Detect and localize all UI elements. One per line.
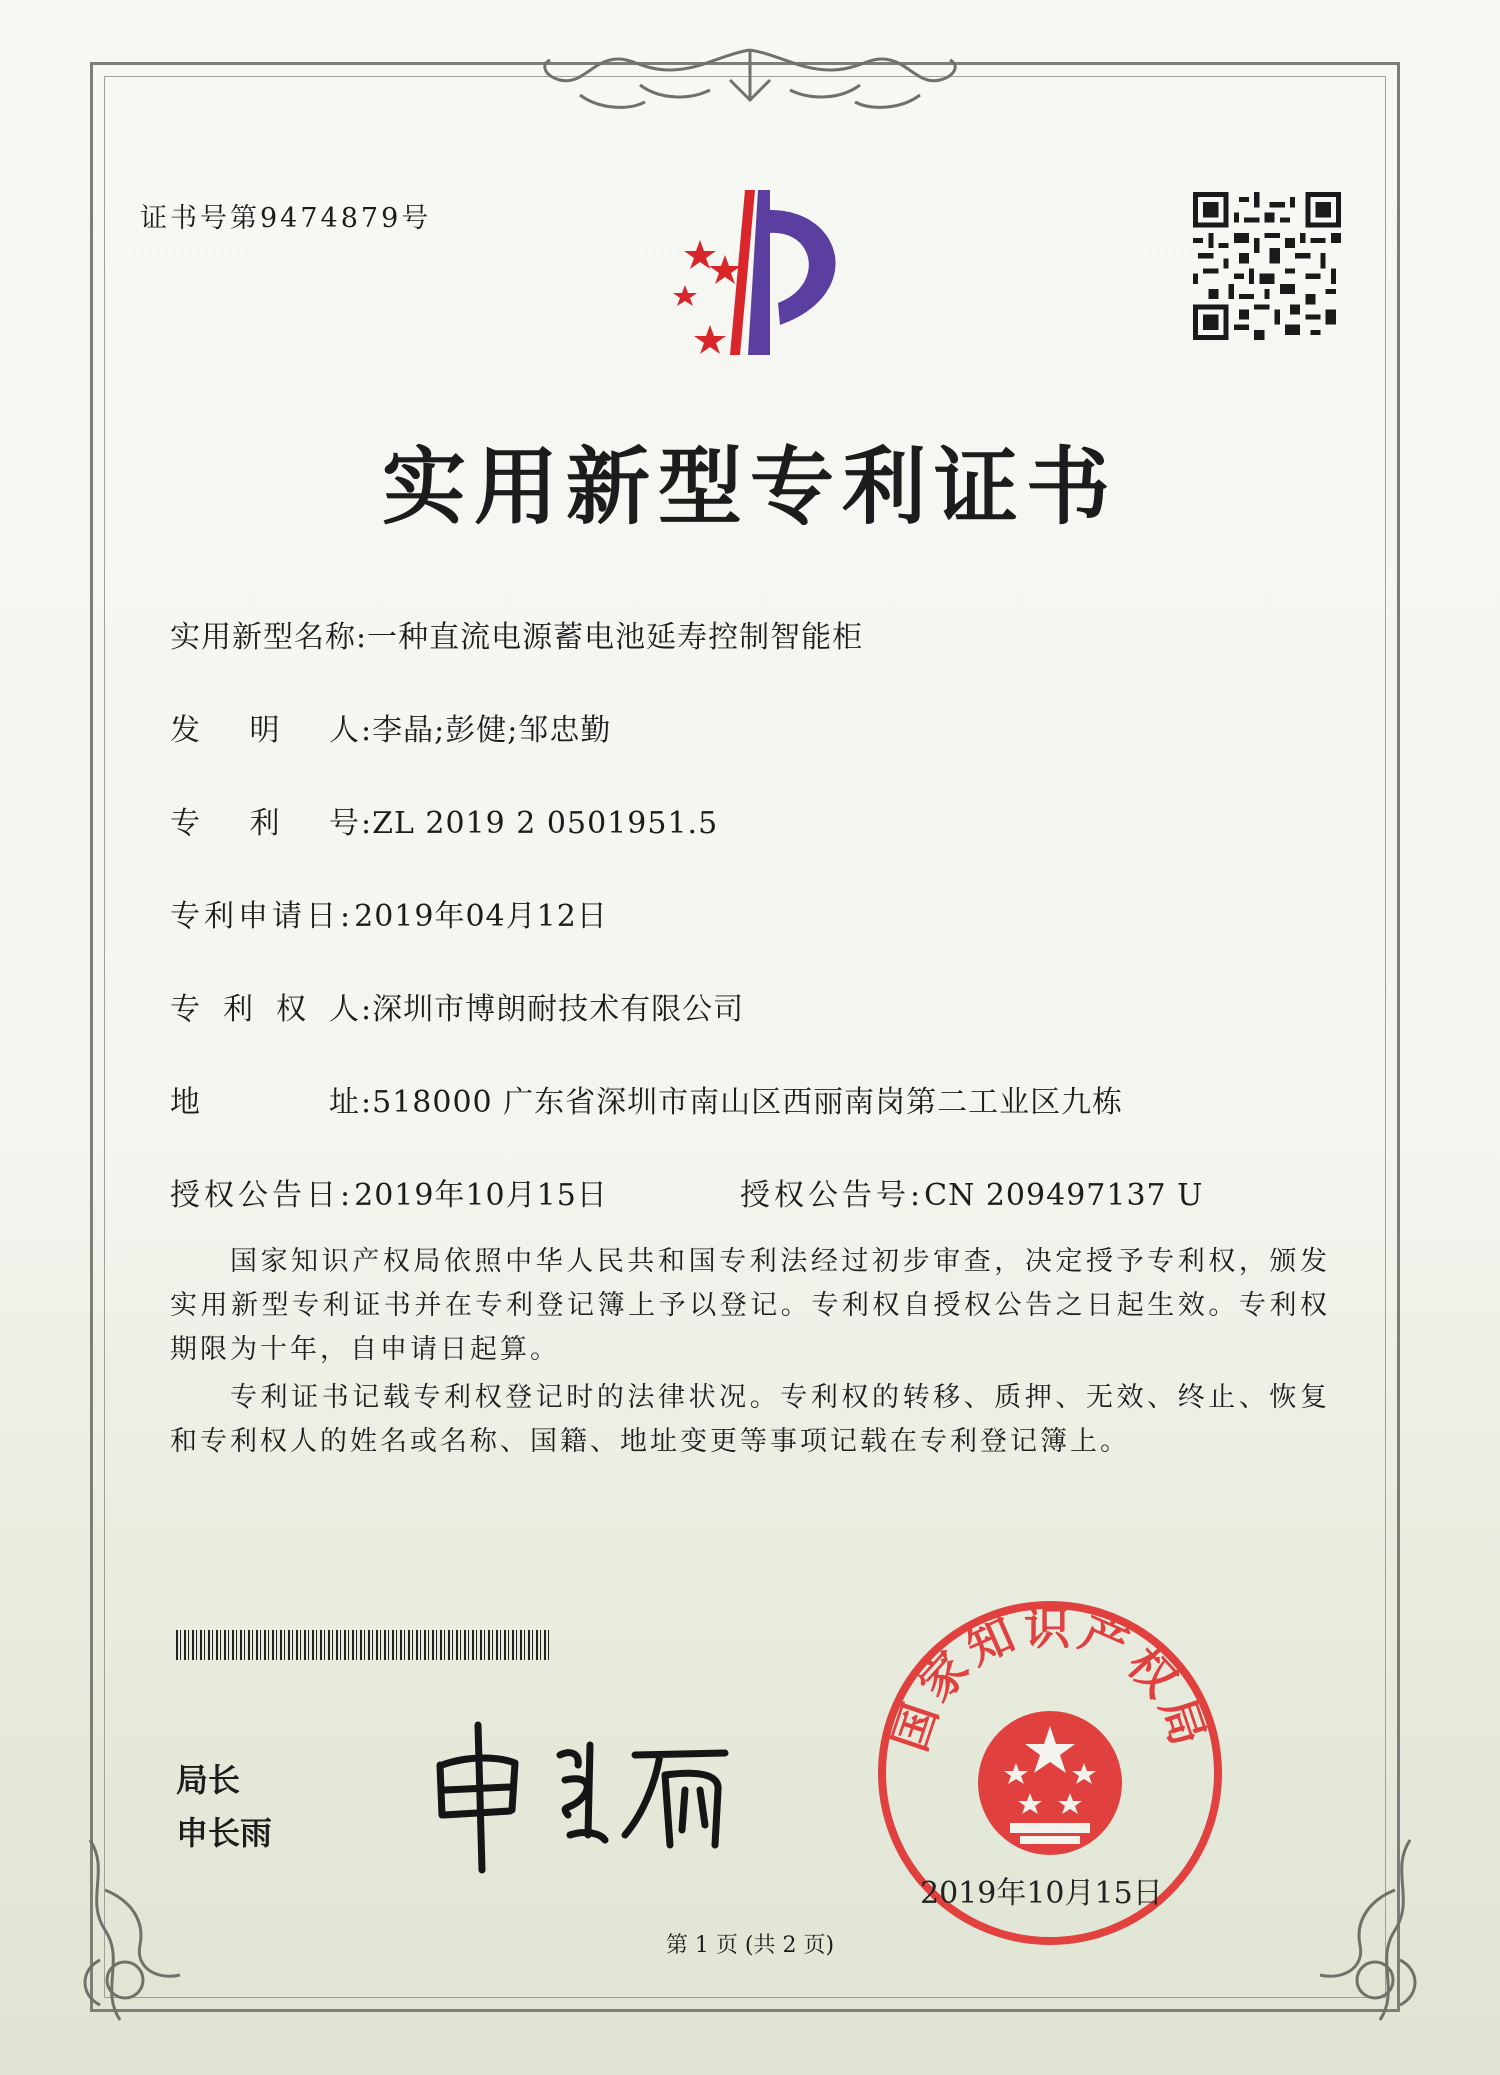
field-inventor: 发 明 人 :李晶;彭健;邹忠勤 — [170, 705, 611, 749]
field-patentee: 专 利 权 人 :深圳市博朗耐技术有限公司 — [170, 984, 744, 1028]
barcode-icon — [176, 1630, 552, 1660]
body-paragraph-1: 国家知识产权局依照中华人民共和国专利法经过初步审查，决定授予专利权，颁发实用新型专利证书并在专利登记簿上予以登记。专利权自授权公告之日起生效。专利权期限为十年，自申请日起算。 — [170, 1246, 1330, 1365]
field-label: 授权公告日: — [170, 1178, 355, 1213]
field-value: 深圳市博朗耐技术有限公司 — [372, 992, 745, 1027]
field-label: 专 利 号 — [170, 806, 360, 841]
field-label: 专利申请日: — [170, 899, 355, 934]
body-paragraph-2: 专利证书记载专利权登记时的法律状况。专利权的转移、质押、无效、终止、恢复和专利权人的姓名或名称、国籍、地址变更等事项记载在专利登记簿上。 — [170, 1382, 1330, 1457]
page-number: 第 1 页 (共 2 页) — [665, 1933, 835, 1958]
director-signature — [420, 1705, 750, 1875]
field-filing-date — [170, 891, 608, 935]
cnipa-logo-icon — [630, 185, 860, 365]
certificate-number: 证书号第9474879号 — [140, 203, 432, 234]
field-value: 一种直流电源蓄电池延寿控制智能柜 — [367, 620, 864, 655]
field-value: 2019年04月12日 — [354, 899, 608, 934]
field-value: CN 209497137 U — [924, 1178, 1204, 1213]
field-utility-model-name — [170, 612, 863, 656]
field-grant-number — [740, 1170, 1203, 1214]
field-label: 授权公告号: — [740, 1178, 925, 1213]
field-address: 地 址 :518000 广东省深圳市南山区西丽南岗第二工业区九栋 — [170, 1077, 1123, 1121]
qr-code-icon — [1193, 192, 1341, 340]
seal-date: 2019年10月15日 — [920, 1876, 1163, 1911]
field-value: 李晶;彭健;邹忠勤 — [372, 713, 612, 748]
director-name: 申长雨 — [176, 1814, 273, 1852]
top-ornament-icon — [520, 40, 980, 120]
field-value: ZL 2019 2 0501951.5 — [372, 806, 719, 841]
field-grant-date — [170, 1170, 608, 1214]
director-title: 局长 — [176, 1761, 241, 1799]
field-value: 518000 广东省深圳市南山区西丽南岗第二工业区九栋 — [372, 1085, 1124, 1120]
svg-text:国家知识产权局: 国家知识产权局 — [882, 1601, 1218, 1758]
field-label: 专 利 权 人 — [170, 992, 360, 1027]
field-value: 2019年10月15日 — [354, 1178, 608, 1213]
certificate-title: 实用新型专利证书 — [381, 438, 1118, 536]
field-patent-number: 专 利 号 :ZL 2019 2 0501951.5 — [170, 798, 718, 842]
field-label: 地 址 — [170, 1085, 360, 1120]
field-label: 实用新型名称: — [170, 620, 368, 655]
field-label: 发 明 人 — [170, 713, 360, 748]
